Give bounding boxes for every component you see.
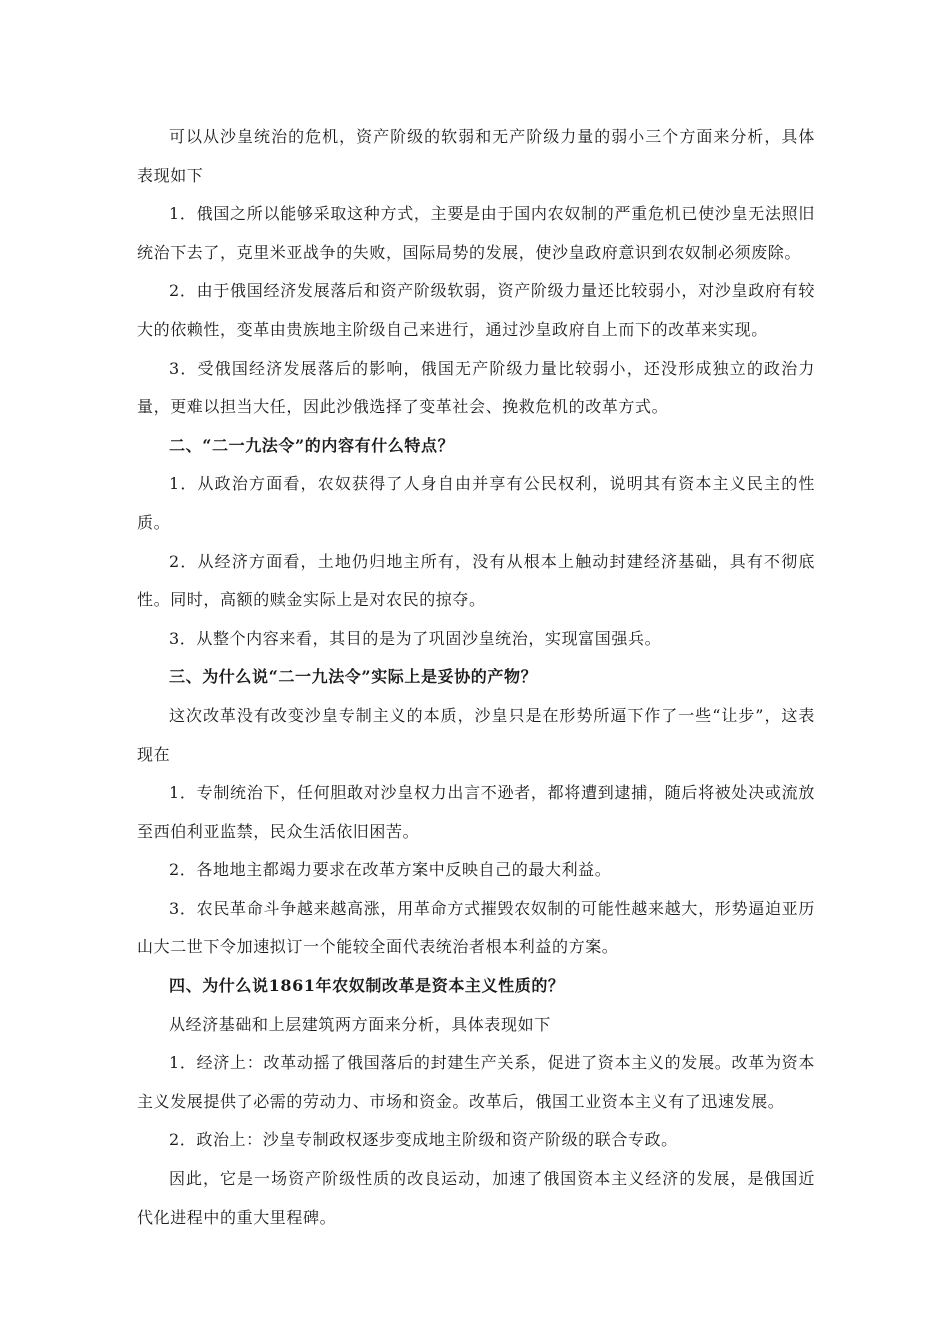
paragraph-compromise-intro: 这次改革没有改变沙皇专制主义的本质，沙皇只是在形势所逼下作了一些“让步”，这表现在	[137, 705, 815, 764]
section-heading-3: 三、为什么说“二一九法令”实际上是妥协的产物？	[169, 667, 538, 687]
paragraph-conclusion: 因此，它是一场资产阶级性质的改良运动，加速了俄国资本主义经济的发展，是俄国近代化进程中的重大里程碑。	[137, 1169, 815, 1227]
paragraph-landlords: 2．各地地主都竭力要求在改革方案中反映自己的最大利益。	[169, 860, 612, 880]
paragraph-autocracy: 1．专制统治下，任何胆敢对沙皇权力出言不逊者，都将遭到逮捕，随后将被处决或流放至西伯利亚监禁，民众生活依旧困苦。	[137, 783, 815, 841]
section-heading-4: 四、为什么说1861年农奴制改革是资本主义性质的？	[169, 976, 565, 996]
paragraph-political-aspect: 1．从政治方面看，农奴获得了人身自由并享有公民权利，说明其有资本主义民主的性质。	[137, 474, 815, 532]
paragraph-intro-analysis: 可以从沙皇统治的危机，资产阶级的软弱和无产阶级力量的弱小三个方面来分析，具体表现如下	[137, 127, 815, 185]
paragraph-political-impact: 2．政治上：沙皇专制政权逐步变成地主阶级和资产阶级的联合专政。	[169, 1130, 678, 1150]
paragraph-point-2-bourgeoisie: 2．由于俄国经济发展落后和资产阶级软弱，资产阶级力量还比较弱小，对沙皇政府有较大的依赖性，变革由贵族地主阶级自己来进行，通过沙皇政府自上而下的改革来实现。	[137, 281, 815, 339]
paragraph-economic-aspect: 2．从经济方面看，土地仍归地主所有，没有从根本上触动封建经济基础，具有不彻底性。同时，高额的赎金实际上是对农民的掠夺。	[137, 551, 815, 610]
paragraph-point-3-proletariat: 3．受俄国经济发展落后的影响，俄国无产阶级力量比较弱小，还没形成独立的政治力量，更难以担当大任，因此沙俄选择了变革社会、挽救危机的改革方式。	[137, 358, 815, 417]
paragraph-overall-purpose: 3．从整个内容来看，其目的是为了巩固沙皇统治，实现富国强兵。	[169, 628, 662, 648]
document-page	[137, 118, 815, 1237]
section-heading-2: 二、“二一九法令”的内容有什么特点？	[169, 435, 455, 455]
paragraph-economic-impact: 1．经济上：改革动摇了俄国落后的封建生产关系，促进了资本主义的发展。改革为资本主义发展提供了必需的劳动力、市场和资金。改革后，俄国工业资本主义有了迅速发展。	[137, 1053, 815, 1111]
paragraph-point-1-serf-crisis: 1．俄国之所以能够采取这种方式，主要是由于国内农奴制的严重危机已使沙皇无法照旧统治下去了，克里米亚战争的失败，国际局势的发展，使沙皇政府意识到农奴制必须废除。	[137, 204, 815, 262]
paragraph-capitalist-intro: 从经济基础和上层建筑两方面来分析，具体表现如下	[169, 1014, 551, 1034]
paragraph-peasant-struggle: 3．农民革命斗争越来越高涨，用革命方式摧毁农奴制的可能性越来越大，形势逼迫亚历山大二世下令加速拟订一个能较全面代表统治者根本利益的方案。	[137, 898, 815, 957]
